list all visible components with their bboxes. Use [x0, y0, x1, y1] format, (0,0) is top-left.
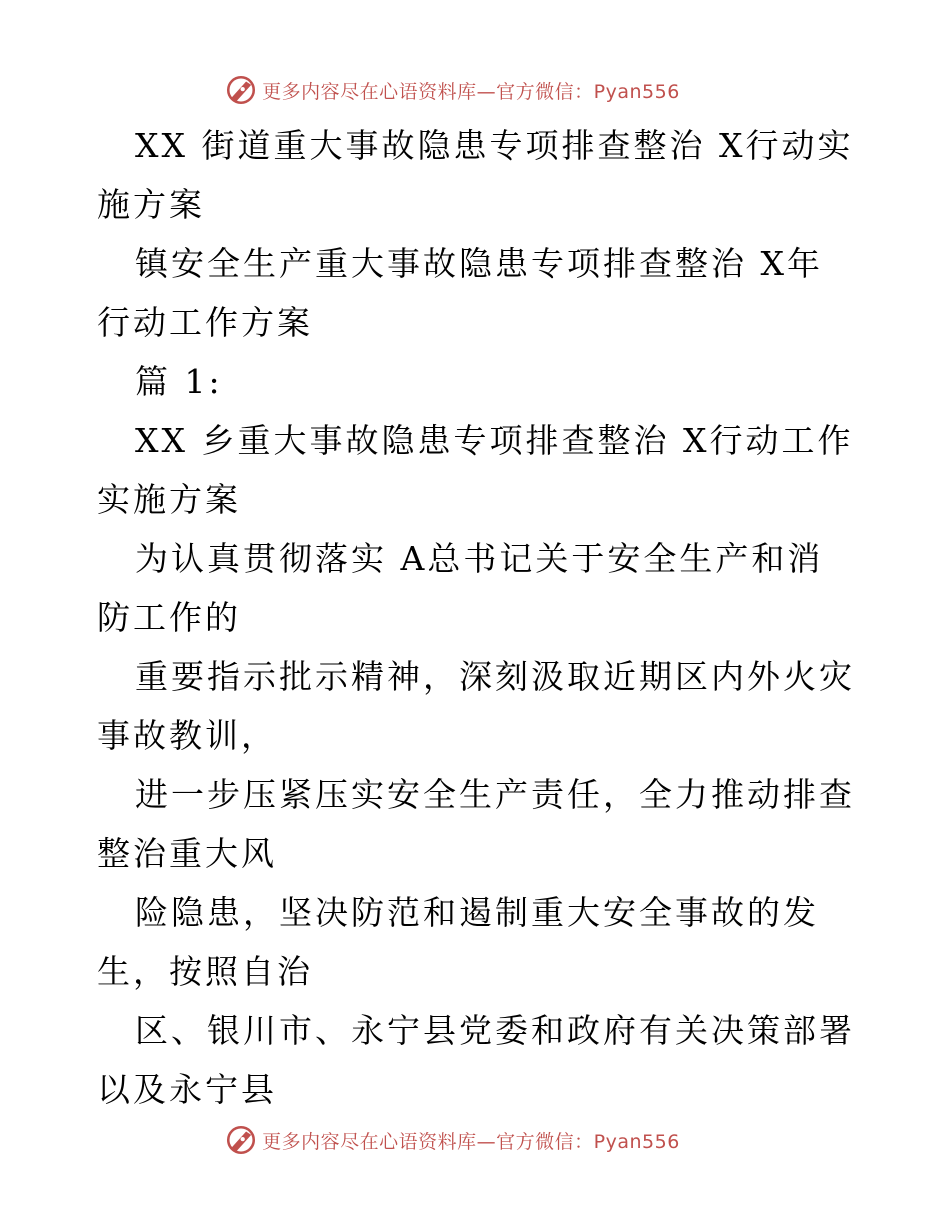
pen-nib-circle-icon [224, 1123, 258, 1157]
doc-subtitle: 镇安全生产重大事故隐患专项排查整治 X年行动工作方案 [97, 244, 823, 342]
body-paragraph: 为认真贯彻落实 A总书记关于安全生产和消防工作的 [97, 539, 824, 637]
header-watermark [0, 70, 950, 110]
footer-watermark [0, 1120, 950, 1160]
body-paragraph: 区、银川市、永宁县党委和政府有关决策部署以及永宁县 [97, 1011, 855, 1109]
body-paragraph: 险隐患，坚决防范和遏制重大安全事故的发生，按照自治 [97, 893, 819, 991]
section-title: XX 乡重大事故隐患专项排查整治 X行动工作实施方案 [97, 421, 854, 519]
watermark-text: 更多内容尽在心语资料库—官方微信：Pyan556 [262, 1130, 680, 1153]
section-label: 篇 1: [135, 362, 223, 401]
watermark-text: 更多内容尽在心语资料库—官方微信：Pyan556 [262, 80, 680, 103]
doc-title: XX 街道重大事故隐患专项排查整治 X行动实施方案 [97, 126, 854, 224]
body-paragraph: 重要指示批示精神，深刻汲取近期区内外火灾事故教训， [97, 657, 855, 755]
pen-nib-circle-icon [224, 73, 258, 107]
document-body [97, 116, 857, 1119]
body-paragraph: 进一步压紧压实安全生产责任，全力推动排查整治重大风 [97, 775, 855, 873]
